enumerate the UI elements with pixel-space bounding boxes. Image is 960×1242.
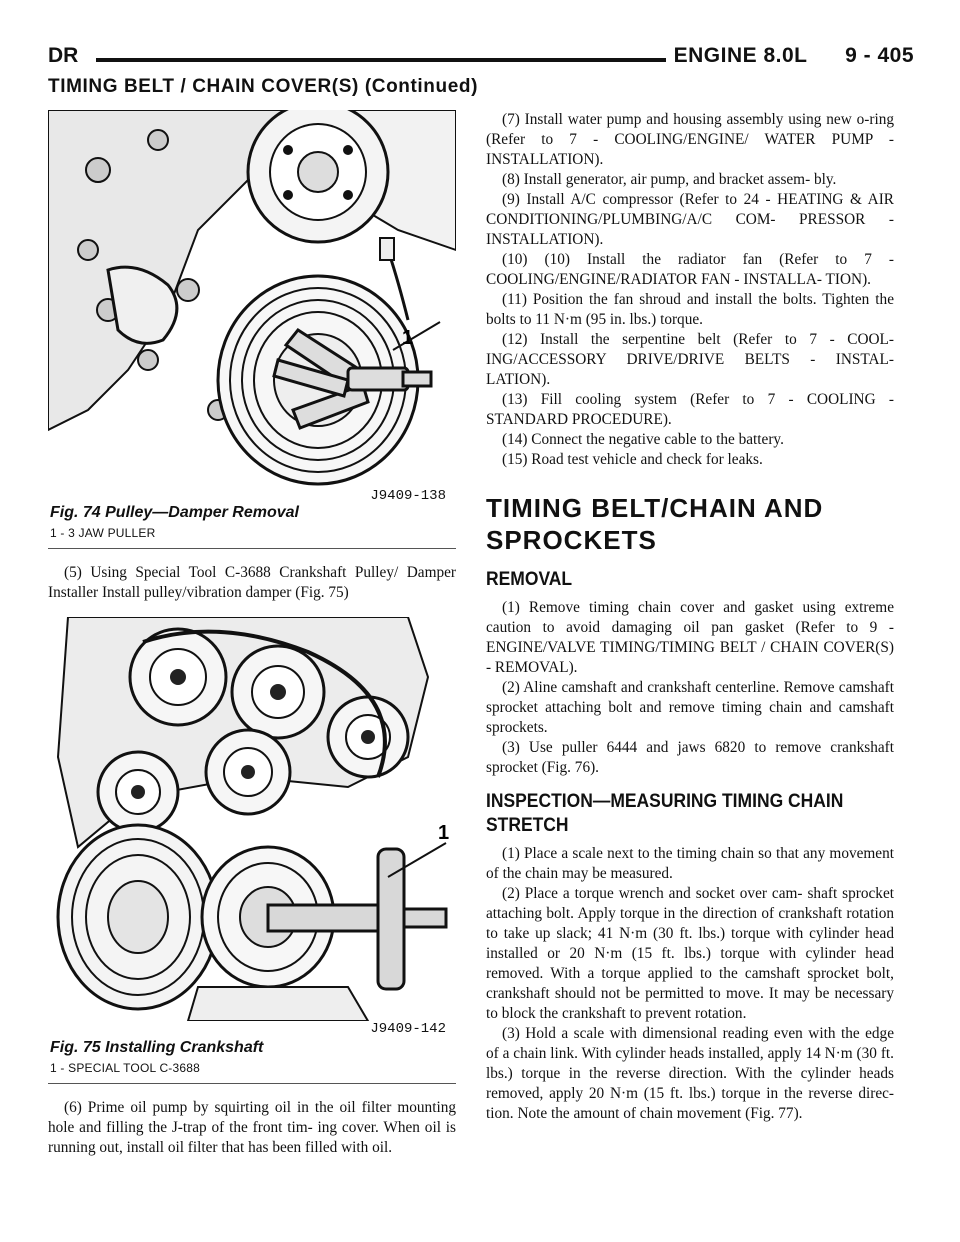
inspection-step-1: (1) Place a scale next to the timing chain so that any movement of the chain may be measured.: [486, 845, 894, 882]
fig75-legend: 1 - SPECIAL TOOL C-3688: [50, 1061, 201, 1075]
figure-74: [48, 110, 456, 549]
right-column: [486, 110, 894, 1124]
step-12: (12) Install the serpentine belt (Refer to 7 - COOL- ING/ACCESSORY DRIVE/DRIVE BELTS - INSTAL- LATION).: [486, 331, 894, 388]
step-7: (7) Install water pump and housing assembly using new o-ring (Refer to 7 - COOLING/ENGINE/ WATER PUMP - INSTALLATION).: [486, 111, 894, 168]
continued-title: TIMING BELT / CHAIN COVER(S) (Continued): [48, 76, 478, 97]
step-15: (15) Road test vehicle and check for leaks.: [502, 451, 763, 468]
removal-heading: REMOVAL: [486, 569, 573, 590]
removal-step-3: (3) Use puller 6444 and jaws 6820 to remove crankshaft sprocket (Fig. 76).: [486, 739, 894, 776]
fig75-callout-number: 1: [438, 822, 450, 844]
fig74-callout-number: 1: [402, 327, 414, 349]
figure-75: [48, 617, 456, 1084]
fig75-image-code: J9409-142: [370, 1021, 446, 1037]
step-14: (14) Connect the negative cable to the battery.: [502, 431, 784, 448]
inspection-step-2: (2) Place a torque wrench and socket over cam- shaft sprocket attaching bolt. Apply torque in the direction of crankshaft rotation to take up slack; 41 N·m (30 ft. lbs.) torque with cylinder head installed or 20 N·m (15 ft. lbs.) torque with cylinder head removed. With a torque applied to the camshaft sprocket bolt, crankshaft should not be permitted to move. It may be necessary to block the crankshaft to prevent rotation.: [486, 885, 894, 1022]
fig74-caption: Fig. 74 Pulley—Damper Removal: [50, 504, 299, 521]
installing-crankshaft-illustration: [48, 617, 456, 1021]
header-section-page: ENGINE 8.0L 9 - 405: [673, 44, 914, 67]
removal-step-2: (2) Aline camshaft and crankshaft centerline. Remove camshaft sprocket attaching bolt and remove timing chain and camshaft sprockets.: [486, 679, 894, 736]
fig74-legend: 1 - 3 JAW PULLER: [50, 526, 156, 540]
pulley-damper-removal-illustration: [48, 110, 456, 488]
step-13: (13) Fill cooling system (Refer to 7 - COOLING - STANDARD PROCEDURE).: [486, 391, 894, 428]
section-title: TIMING BELT/CHAIN AND SPROCKETS: [486, 493, 824, 555]
step-9: (9) Install A/C compressor (Refer to 24 - HEATING & AIR CONDITIONING/PLUMBING/A/C COM- PRESSOR - INSTALLATION).: [486, 191, 894, 248]
header-rule: [96, 58, 666, 62]
step-11: (11) Position the fan shroud and install the bolts. Tighten the bolts to 11 N·m (95 in. lbs.) torque.: [486, 291, 894, 328]
fig75-caption: Fig. 75 Installing Crankshaft: [50, 1039, 264, 1056]
removal-step-1: (1) Remove timing chain cover and gasket using extreme caution to avoid damaging oil pan gasket (Refer to 9 - ENGINE/VALVE TIMING/TIMING BELT / CHAIN COVER(S) - REMOVAL).: [486, 599, 894, 676]
fig74-image-code: J9409-138: [370, 488, 446, 504]
header-manual-code: DR: [48, 44, 79, 67]
left-column: [48, 110, 456, 1158]
step-5: (5) Using Special Tool C-3688 Crankshaft Pulley/ Damper Installer Install pulley/vibration damper (Fig. 75): [48, 564, 456, 601]
step-8: (8) Install generator, air pump, and bracket assem- bly.: [502, 171, 837, 188]
step-6: (6) Prime oil pump by squirting oil in the oil filter mounting hole and filling the J-trap of the front tim- ing cover. When oil is running out, install oil filter that has been filled with oil.: [48, 1099, 456, 1156]
step-10: (10) (10) Install the radiator fan (Refer to 7 - COOLING/ENGINE/RADIATOR FAN - INSTALLA- TION).: [486, 251, 894, 288]
inspection-step-3: (3) Hold a scale with dimensional reading even with the edge of a chain link. With cylinder heads installed, apply 14 N·m (30 ft. lbs.) torque in the reverse direction. With the cylinder heads removed, apply 20 N·m (15 ft. lbs.) torque in the reverse direc- tion. Note the amount of chain movement (Fig. 77).: [486, 1025, 894, 1122]
inspection-heading: INSPECTION—MEASURING TIMING CHAIN STRETCH: [486, 791, 844, 836]
